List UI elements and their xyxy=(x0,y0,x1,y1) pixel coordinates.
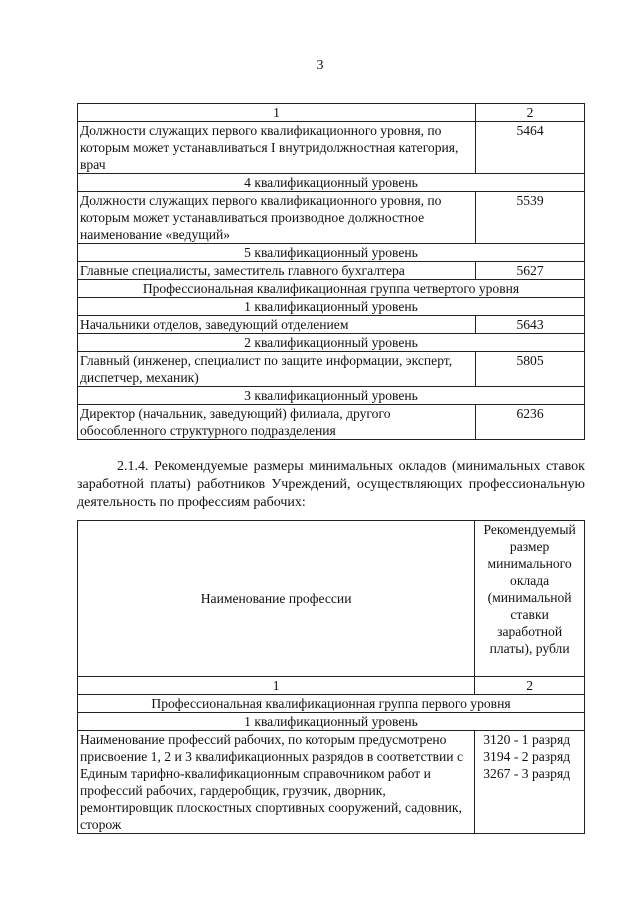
table-row xyxy=(78,192,585,244)
salary-table-body xyxy=(78,104,585,440)
position-name: Должности служащих первого квалификационного уровня, по которым может устанавливаться I внутридолжностная категория, врач xyxy=(78,122,476,174)
group-row xyxy=(78,334,585,352)
table-row xyxy=(78,316,585,334)
position-name: Главные специалисты, заместитель главного бухгалтера xyxy=(78,262,476,280)
table-row xyxy=(78,262,585,280)
column-number-row xyxy=(78,104,585,122)
rate-grade-1: 3120 - 1 разряд xyxy=(483,732,571,747)
table-row xyxy=(78,122,585,174)
worker-salary-table xyxy=(77,520,585,834)
qualification-level-title: 1 квалификационный уровень xyxy=(78,713,585,731)
qualification-group-label: 3 квалификационный уровень xyxy=(78,387,585,405)
qualification-group-label: 2 квалификационный уровень xyxy=(78,334,585,352)
salary-value: 5627 xyxy=(476,262,585,280)
group-row xyxy=(78,298,585,316)
qualification-group-label: 5 квалификационный уровень xyxy=(78,244,585,262)
level-row xyxy=(78,713,585,731)
salary-value: 5643 xyxy=(476,316,585,334)
salary-table-continued xyxy=(77,103,585,440)
profession-description: Наименование профессий рабочих, по которым предусмотрено присвоение 1, 2 и 3 квалификационных разрядов в соответствии с Единым тарифно-квалификационным справочником работ и профессий рабочих, гардеробщик, грузчик, дворник, ремонтировщик плоскостных спортивных сооружений, садовник, сторож xyxy=(78,731,475,834)
rate-grade-3: 3267 - 3 разряд xyxy=(483,766,571,781)
position-name: Главный (инженер, специалист по защите информации, эксперт, диспетчер, механик) xyxy=(78,352,476,387)
qualification-group-label: Профессиональная квалификационная группа четвертого уровня xyxy=(78,280,585,298)
column-number-row xyxy=(78,677,585,695)
column-number-2: 2 xyxy=(475,677,585,695)
professional-group-title: Профессиональная квалификационная группа первого уровня xyxy=(78,695,585,713)
qualification-group-label: 1 квалификационный уровень xyxy=(78,298,585,316)
position-name: Начальники отделов, заведующий отделением xyxy=(78,316,476,334)
salary-value: 5464 xyxy=(476,122,585,174)
column-number-1: 1 xyxy=(78,104,476,122)
rate-grade-2: 3194 - 2 разряд xyxy=(483,749,571,764)
table-row xyxy=(78,352,585,387)
section-2-1-4-paragraph: 2.1.4. Рекомендуемые размеры минимальных окладов (минимальных ставок заработной платы) работников Учреждений, осуществляющих профессиональную деятельность по профессиям рабочих: xyxy=(77,459,585,510)
salary-value: 6236 xyxy=(476,405,585,440)
group-row xyxy=(78,174,585,192)
table-row xyxy=(78,731,585,834)
group-row xyxy=(78,695,585,713)
salary-value: 5805 xyxy=(476,352,585,387)
group-row xyxy=(78,387,585,405)
column-number-2: 2 xyxy=(476,104,585,122)
qualification-group-label: 4 квалификационный уровень xyxy=(78,174,585,192)
header-recommended-salary: Рекомендуемый размер минимального оклада (минимальной ставки заработной платы), рубли xyxy=(475,521,585,677)
table-row xyxy=(78,405,585,440)
page-number: 3 xyxy=(316,58,324,73)
salary-rates xyxy=(475,731,585,834)
table-header-row xyxy=(78,521,585,677)
position-name: Директор (начальник, заведующий) филиала, другого обособленного структурного подразделения xyxy=(78,405,476,440)
position-name: Должности служащих первого квалификационного уровня, по которым может устанавливаться производное должностное наименование «ведущий» xyxy=(78,192,476,244)
group-row xyxy=(78,244,585,262)
header-profession-name: Наименование профессии xyxy=(78,521,475,677)
column-number-1: 1 xyxy=(78,677,475,695)
group-row xyxy=(78,280,585,298)
salary-value: 5539 xyxy=(476,192,585,244)
